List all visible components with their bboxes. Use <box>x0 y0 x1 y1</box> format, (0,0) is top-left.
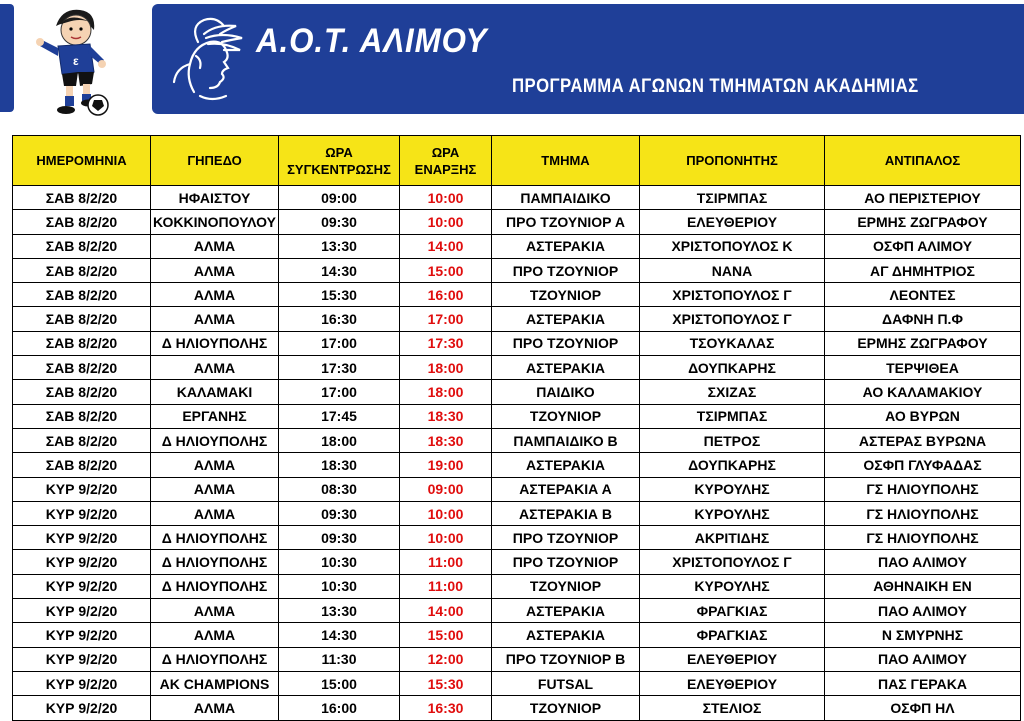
start-time-cell: 15:00 <box>400 623 492 647</box>
gather-time-cell: 09:30 <box>279 210 400 234</box>
date-cell: ΚΥΡ 9/2/20 <box>13 574 151 598</box>
column-header-date: ΗΜΕΡΟΜΗΝΙΑ <box>13 136 151 186</box>
team-cell: ΑΣΤΕΡΑΚΙΑ <box>492 356 640 380</box>
table-row <box>13 574 1021 598</box>
team-cell: ΠΑΜΠΑΙΔΙΚΟ <box>492 186 640 210</box>
team-cell: ΤΖΟΥΝΙΟΡ <box>492 574 640 598</box>
opponent-cell: Ν ΣΜΥΡΝΗΣ <box>825 623 1021 647</box>
schedule-subtitle: ΠΡΟΓΡΑΜΜΑ ΑΓΩΝΩΝ ΤΜΗΜΑΤΩΝ ΑΚΑΔΗΜΙΑΣ <box>512 76 919 97</box>
venue-cell: AK CHAMPIONS <box>151 671 279 695</box>
start-time-cell: 18:00 <box>400 380 492 404</box>
team-cell: ΤΖΟΥΝΙΟΡ <box>492 283 640 307</box>
coach-cell: ΤΣΙΡΜΠΑΣ <box>640 186 825 210</box>
venue-cell: ΚΑΛΑΜΑΚΙ <box>151 380 279 404</box>
match-schedule-table <box>12 135 1021 721</box>
gather-time-cell: 10:30 <box>279 550 400 574</box>
gather-time-cell: 16:30 <box>279 307 400 331</box>
coach-cell: ΣΧΙΖΑΣ <box>640 380 825 404</box>
gather-time-cell: 09:30 <box>279 501 400 525</box>
table-row <box>13 647 1021 671</box>
opponent-cell: ΑΘΗΝΑΙΚΗ ΕΝ <box>825 574 1021 598</box>
coach-cell: ΚΥΡΟΥΛΗΣ <box>640 501 825 525</box>
gather-time-cell: 13:30 <box>279 599 400 623</box>
venue-cell: Δ ΗΛΙΟΥΠΟΛΗΣ <box>151 428 279 452</box>
coach-cell: ΚΥΡΟΥΛΗΣ <box>640 574 825 598</box>
gather-time-cell: 09:00 <box>279 186 400 210</box>
table-row <box>13 210 1021 234</box>
gather-time-cell: 17:30 <box>279 356 400 380</box>
table-row <box>13 283 1021 307</box>
venue-cell: ΑΛΜΑ <box>151 356 279 380</box>
opponent-cell: ΠΑΟ ΑΛΙΜΟΥ <box>825 550 1021 574</box>
table-row <box>13 526 1021 550</box>
start-time-cell: 10:00 <box>400 210 492 234</box>
date-cell: ΚΥΡ 9/2/20 <box>13 550 151 574</box>
date-cell: ΚΥΡ 9/2/20 <box>13 501 151 525</box>
venue-cell: ΑΛΜΑ <box>151 501 279 525</box>
date-cell: ΣΑΒ 8/2/20 <box>13 283 151 307</box>
svg-text:ε: ε <box>73 54 79 68</box>
table-row <box>13 550 1021 574</box>
venue-cell: ΗΦΑΙΣΤΟΥ <box>151 186 279 210</box>
date-cell: ΚΥΡ 9/2/20 <box>13 696 151 720</box>
venue-cell: ΑΛΜΑ <box>151 696 279 720</box>
mascot-footballer-icon <box>28 2 128 120</box>
date-cell: ΚΥΡ 9/2/20 <box>13 599 151 623</box>
gather-time-cell: 18:00 <box>279 428 400 452</box>
opponent-cell: ΠΑΟ ΑΛΙΜΟΥ <box>825 647 1021 671</box>
date-cell: ΣΑΒ 8/2/20 <box>13 356 151 380</box>
gather-time-cell: 15:00 <box>279 671 400 695</box>
club-name: Α.Ο.Τ. ΑΛΙΜΟΥ <box>256 22 488 60</box>
column-header-start-time: ΩΡΑ ΕΝΑΡΞΗΣ <box>400 136 492 186</box>
column-header-gather-time: ΩΡΑ ΣΥΓΚΕΝΤΡΩΣΗΣ <box>279 136 400 186</box>
coach-cell: ΧΡΙΣΤΟΠΟΥΛΟΣ Κ <box>640 234 825 258</box>
gather-time-cell: 16:00 <box>279 696 400 720</box>
coach-cell: ΤΣΙΡΜΠΑΣ <box>640 404 825 428</box>
date-cell: ΣΑΒ 8/2/20 <box>13 234 151 258</box>
schedule-rows <box>13 186 1021 721</box>
date-cell: ΣΑΒ 8/2/20 <box>13 404 151 428</box>
start-time-cell: 15:00 <box>400 258 492 282</box>
venue-cell: ΑΛΜΑ <box>151 599 279 623</box>
table-row <box>13 186 1021 210</box>
start-time-cell: 18:00 <box>400 356 492 380</box>
date-cell: ΣΑΒ 8/2/20 <box>13 380 151 404</box>
gather-time-cell: 17:45 <box>279 404 400 428</box>
date-cell: ΣΑΒ 8/2/20 <box>13 428 151 452</box>
table-row <box>13 234 1021 258</box>
opponent-cell: ΕΡΜΗΣ ΖΩΓΡΑΦΟΥ <box>825 210 1021 234</box>
coach-cell: ΕΛΕΥΘΕΡΙΟΥ <box>640 647 825 671</box>
date-cell: ΣΑΒ 8/2/20 <box>13 186 151 210</box>
team-cell: ΠΡΟ ΤΖΟΥΝΙΟΡ <box>492 550 640 574</box>
table-row <box>13 671 1021 695</box>
opponent-cell: ΠΑΟ ΑΛΙΜΟΥ <box>825 599 1021 623</box>
start-time-cell: 16:30 <box>400 696 492 720</box>
table-row <box>13 477 1021 501</box>
opponent-cell: ΤΕΡΨΙΘΕΑ <box>825 356 1021 380</box>
date-cell: ΣΑΒ 8/2/20 <box>13 453 151 477</box>
date-cell: ΣΑΒ 8/2/20 <box>13 210 151 234</box>
coach-cell: ΧΡΙΣΤΟΠΟΥΛΟΣ Γ <box>640 550 825 574</box>
opponent-cell: ΔΑΦΝΗ Π.Φ <box>825 307 1021 331</box>
coach-cell: ΕΛΕΥΘΕΡΙΟΥ <box>640 671 825 695</box>
venue-cell: Δ ΗΛΙΟΥΠΟΛΗΣ <box>151 550 279 574</box>
venue-cell: ΚΟΚΚΙΝΟΠΟΥΛΟΥ <box>151 210 279 234</box>
opponent-cell: ΟΣΦΠ ΗΛ <box>825 696 1021 720</box>
team-cell: FUTSAL <box>492 671 640 695</box>
venue-cell: ΑΛΜΑ <box>151 453 279 477</box>
column-header-venue: ΓΗΠΕΔΟ <box>151 136 279 186</box>
team-cell: ΑΣΤΕΡΑΚΙΑ <box>492 234 640 258</box>
team-cell: ΠΡΟ ΤΖΟΥΝΙΟΡ Β <box>492 647 640 671</box>
table-row <box>13 453 1021 477</box>
start-time-cell: 17:00 <box>400 307 492 331</box>
table-row <box>13 599 1021 623</box>
table-row <box>13 356 1021 380</box>
opponent-cell: ΓΣ ΗΛΙΟΥΠΟΛΗΣ <box>825 526 1021 550</box>
table-header-row <box>13 136 1021 186</box>
opponent-cell: ΑΣΤΕΡΑΣ ΒΥΡΩΝΑ <box>825 428 1021 452</box>
date-cell: ΚΥΡ 9/2/20 <box>13 623 151 647</box>
gather-time-cell: 17:00 <box>279 331 400 355</box>
venue-cell: ΑΛΜΑ <box>151 307 279 331</box>
venue-cell: Δ ΗΛΙΟΥΠΟΛΗΣ <box>151 574 279 598</box>
table-row <box>13 623 1021 647</box>
start-time-cell: 10:00 <box>400 526 492 550</box>
opponent-cell: ΟΣΦΠ ΑΛΙΜΟΥ <box>825 234 1021 258</box>
table-row <box>13 380 1021 404</box>
opponent-cell: ΓΣ ΗΛΙΟΥΠΟΛΗΣ <box>825 477 1021 501</box>
coach-cell: ΦΡΑΓΚΙΑΣ <box>640 599 825 623</box>
start-time-cell: 16:00 <box>400 283 492 307</box>
date-cell: ΚΥΡ 9/2/20 <box>13 647 151 671</box>
date-cell: ΚΥΡ 9/2/20 <box>13 526 151 550</box>
gather-time-cell: 11:30 <box>279 647 400 671</box>
table-row <box>13 428 1021 452</box>
start-time-cell: 11:00 <box>400 550 492 574</box>
start-time-cell: 12:00 <box>400 647 492 671</box>
left-edge-tab <box>0 4 14 112</box>
coach-cell: ΕΛΕΥΘΕΡΙΟΥ <box>640 210 825 234</box>
coach-cell: ΤΣΟΥΚΑΛΑΣ <box>640 331 825 355</box>
venue-cell: ΑΛΜΑ <box>151 477 279 501</box>
table-row <box>13 404 1021 428</box>
start-time-cell: 15:30 <box>400 671 492 695</box>
gather-time-cell: 17:00 <box>279 380 400 404</box>
opponent-cell: ΑΓ ΔΗΜΗΤΡΙΟΣ <box>825 258 1021 282</box>
venue-cell: ΕΡΓΑΝΗΣ <box>151 404 279 428</box>
team-cell: ΑΣΤΕΡΑΚΙΑ <box>492 623 640 647</box>
venue-cell: ΑΛΜΑ <box>151 234 279 258</box>
gather-time-cell: 09:30 <box>279 526 400 550</box>
header-banner <box>152 4 1024 114</box>
team-cell: ΑΣΤΕΡΑΚΙΑ <box>492 599 640 623</box>
gather-time-cell: 13:30 <box>279 234 400 258</box>
team-cell: ΠΡΟ ΤΖΟΥΝΙΟΡ Α <box>492 210 640 234</box>
venue-cell: Δ ΗΛΙΟΥΠΟΛΗΣ <box>151 331 279 355</box>
team-cell: ΤΖΟΥΝΙΟΡ <box>492 696 640 720</box>
coach-cell: ΠΕΤΡΟΣ <box>640 428 825 452</box>
coach-cell: ΔΟΥΠΚΑΡΗΣ <box>640 356 825 380</box>
opponent-cell: ΕΡΜΗΣ ΖΩΓΡΑΦΟΥ <box>825 331 1021 355</box>
start-time-cell: 09:00 <box>400 477 492 501</box>
opponent-cell: ΑΟ ΚΑΛΑΜΑΚΙΟΥ <box>825 380 1021 404</box>
start-time-cell: 19:00 <box>400 453 492 477</box>
venue-cell: Δ ΗΛΙΟΥΠΟΛΗΣ <box>151 526 279 550</box>
start-time-cell: 10:00 <box>400 186 492 210</box>
gather-time-cell: 18:30 <box>279 453 400 477</box>
start-time-cell: 11:00 <box>400 574 492 598</box>
opponent-cell: ΓΣ ΗΛΙΟΥΠΟΛΗΣ <box>825 501 1021 525</box>
column-header-opponent: ΑΝΤΙΠΑΛΟΣ <box>825 136 1021 186</box>
gather-time-cell: 14:30 <box>279 623 400 647</box>
coach-cell: ΔΟΥΠΚΑΡΗΣ <box>640 453 825 477</box>
opponent-cell: ΛΕΟΝΤΕΣ <box>825 283 1021 307</box>
start-time-cell: 14:00 <box>400 234 492 258</box>
team-cell: ΑΣΤΕΡΑΚΙΑ Α <box>492 477 640 501</box>
opponent-cell: ΠΑΣ ΓΕΡΑΚΑ <box>825 671 1021 695</box>
coach-cell: ΣΤΕΛΙΟΣ <box>640 696 825 720</box>
date-cell: ΚΥΡ 9/2/20 <box>13 477 151 501</box>
table-row <box>13 258 1021 282</box>
gather-time-cell: 15:30 <box>279 283 400 307</box>
team-cell: ΑΣΤΕΡΑΚΙΑ <box>492 307 640 331</box>
table-row <box>13 501 1021 525</box>
team-cell: ΤΖΟΥΝΙΟΡ <box>492 404 640 428</box>
coach-cell: ΚΥΡΟΥΛΗΣ <box>640 477 825 501</box>
team-cell: ΑΣΤΕΡΑΚΙΑ Β <box>492 501 640 525</box>
coach-cell: ΝΑΝΑ <box>640 258 825 282</box>
start-time-cell: 17:30 <box>400 331 492 355</box>
gather-time-cell: 10:30 <box>279 574 400 598</box>
venue-cell: ΑΛΜΑ <box>151 623 279 647</box>
start-time-cell: 18:30 <box>400 404 492 428</box>
team-cell: ΠΡΟ ΤΖΟΥΝΙΟΡ <box>492 258 640 282</box>
coach-cell: ΧΡΙΣΤΟΠΟΥΛΟΣ Γ <box>640 307 825 331</box>
venue-cell: ΑΛΜΑ <box>151 283 279 307</box>
date-cell: ΣΑΒ 8/2/20 <box>13 331 151 355</box>
start-time-cell: 10:00 <box>400 501 492 525</box>
coach-cell: ΑΚΡΙΤΙΔΗΣ <box>640 526 825 550</box>
coach-cell: ΧΡΙΣΤΟΠΟΥΛΟΣ Γ <box>640 283 825 307</box>
team-cell: ΠΡΟ ΤΖΟΥΝΙΟΡ <box>492 331 640 355</box>
hermes-logo-icon <box>160 12 252 108</box>
team-cell: ΠΑΙΔΙΚΟ <box>492 380 640 404</box>
gather-time-cell: 08:30 <box>279 477 400 501</box>
venue-cell: ΑΛΜΑ <box>151 258 279 282</box>
venue-cell: Δ ΗΛΙΟΥΠΟΛΗΣ <box>151 647 279 671</box>
team-cell: ΑΣΤΕΡΑΚΙΑ <box>492 453 640 477</box>
opponent-cell: ΟΣΦΠ ΓΛΥΦΑΔΑΣ <box>825 453 1021 477</box>
team-cell: ΠΑΜΠΑΙΔΙΚΟ Β <box>492 428 640 452</box>
column-header-team: ΤΜΗΜΑ <box>492 136 640 186</box>
table-row <box>13 696 1021 720</box>
table-row <box>13 307 1021 331</box>
column-header-coach: ΠΡΟΠΟΝΗΤΗΣ <box>640 136 825 186</box>
coach-cell: ΦΡΑΓΚΙΑΣ <box>640 623 825 647</box>
date-cell: ΣΑΒ 8/2/20 <box>13 307 151 331</box>
team-cell: ΠΡΟ ΤΖΟΥΝΙΟΡ <box>492 526 640 550</box>
start-time-cell: 18:30 <box>400 428 492 452</box>
date-cell: ΣΑΒ 8/2/20 <box>13 258 151 282</box>
opponent-cell: ΑΟ ΠΕΡΙΣΤΕΡΙΟΥ <box>825 186 1021 210</box>
opponent-cell: ΑΟ ΒΥΡΩΝ <box>825 404 1021 428</box>
table-row <box>13 331 1021 355</box>
start-time-cell: 14:00 <box>400 599 492 623</box>
gather-time-cell: 14:30 <box>279 258 400 282</box>
date-cell: ΚΥΡ 9/2/20 <box>13 671 151 695</box>
